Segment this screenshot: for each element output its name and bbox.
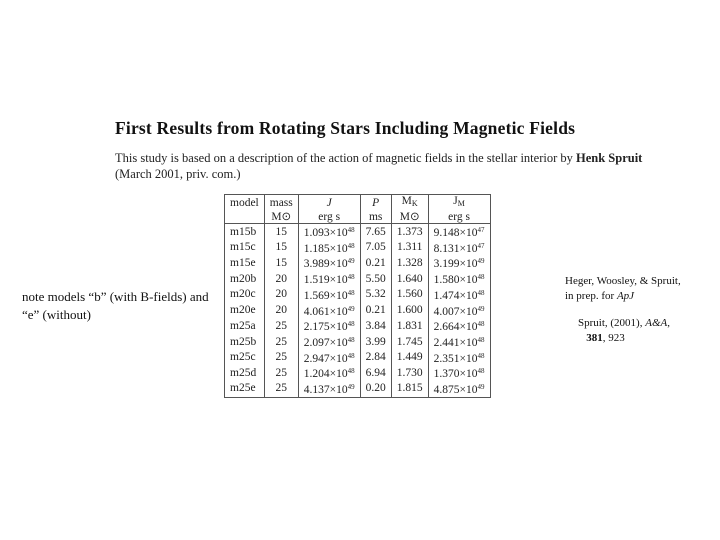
cell-j-value: 1.569×10 (303, 289, 348, 302)
cell-p-value: 3.99 (365, 335, 386, 348)
table-row (225, 365, 491, 381)
reference-spruit-journal: A&A (645, 317, 668, 329)
intro-text: This study is based on a description of the action of magnetic fields in the stellar interior by (115, 151, 573, 165)
cell-mass (264, 381, 298, 397)
results-table (224, 194, 491, 398)
header-p-unit: ms (360, 211, 391, 224)
cell-jk (428, 240, 490, 256)
cell-mk-value: 1.449 (396, 351, 423, 364)
reference-heger-line1: Heger, Woosley, & Spruit, (565, 275, 681, 287)
cell-model-value: m25d (230, 366, 257, 379)
cell-model-value: m25c (230, 351, 256, 364)
table-row (225, 240, 491, 256)
cell-j (298, 350, 360, 366)
cell-p-value: 5.32 (365, 288, 386, 301)
cell-j-value: 1.093×10 (303, 227, 348, 240)
cell-jk-exponent: 47 (477, 226, 485, 235)
cell-mk (391, 365, 428, 381)
cell-p-value: 5.50 (365, 272, 386, 285)
cell-j-exponent: 48 (347, 336, 355, 345)
cell-mk (391, 240, 428, 256)
cell-j-value: 3.989×10 (303, 258, 348, 271)
cell-j (298, 240, 360, 256)
cell-model (225, 365, 265, 381)
table-body (225, 224, 491, 397)
cell-mk (391, 334, 428, 350)
cell-mass-value: 25 (275, 382, 287, 395)
cell-model (225, 287, 265, 303)
cell-jk-value: 8.131×10 (433, 242, 478, 255)
cell-p (360, 334, 391, 350)
cell-model-value: m20b (230, 272, 257, 285)
cell-j (298, 318, 360, 334)
cell-model (225, 303, 265, 319)
cell-jk-exponent: 47 (477, 241, 485, 250)
cell-j (298, 365, 360, 381)
cell-p (360, 365, 391, 381)
cell-mk-value: 1.815 (396, 382, 423, 395)
cell-jk-exponent: 48 (477, 273, 485, 282)
cell-jk-exponent: 48 (477, 351, 485, 360)
cell-mk (391, 224, 428, 240)
cell-mk (391, 287, 428, 303)
cell-p-value: 6.94 (365, 366, 386, 379)
cell-p (360, 240, 391, 256)
cell-p (360, 271, 391, 287)
cell-mass-value: 25 (275, 335, 287, 348)
cell-mk-value: 1.328 (396, 256, 423, 269)
cell-jk (428, 381, 490, 397)
cell-j-exponent: 49 (347, 304, 355, 313)
cell-p (360, 287, 391, 303)
cell-jk-value: 1.580×10 (433, 274, 478, 287)
cell-jk (428, 271, 490, 287)
cell-j-value: 1.204×10 (303, 368, 348, 381)
cell-mass-value: 15 (275, 241, 287, 254)
cell-jk-value: 4.875×10 (433, 383, 478, 396)
cell-mass (264, 350, 298, 366)
cell-j-exponent: 48 (347, 273, 355, 282)
cell-j-exponent: 49 (347, 382, 355, 391)
reference-heger-line2 (565, 289, 715, 304)
cell-j-value: 2.947×10 (303, 352, 348, 365)
cell-model-value: m25b (230, 335, 257, 348)
header-j-symbol: J (326, 196, 332, 209)
cell-jk-exponent: 48 (477, 336, 485, 345)
cell-p-value: 0.20 (365, 382, 386, 395)
cell-model (225, 224, 265, 240)
cell-j-value: 1.185×10 (303, 242, 348, 255)
header-jk-sub: M (457, 199, 465, 208)
cell-mass-value: 15 (275, 256, 287, 269)
header-p-symbol: P (372, 196, 380, 209)
cell-mass (264, 287, 298, 303)
cell-model-value: m15e (230, 256, 256, 269)
cell-jk-value: 2.664×10 (433, 321, 478, 334)
cell-j-exponent: 48 (347, 288, 355, 297)
cell-j (298, 255, 360, 271)
header-jk (428, 195, 490, 211)
header-jk-unit: erg s (428, 211, 490, 224)
table-row (225, 381, 491, 397)
cell-mk-value: 1.831 (396, 319, 423, 332)
cell-mass (264, 365, 298, 381)
cell-model (225, 240, 265, 256)
cell-j (298, 381, 360, 397)
reference-heger-prefix: in prep. for (565, 290, 617, 302)
cell-model (225, 318, 265, 334)
reference-spruit-comma: , (667, 317, 670, 329)
cell-mk-value: 1.311 (396, 241, 423, 254)
header-j (298, 195, 360, 211)
cell-mass (264, 255, 298, 271)
cell-mk (391, 255, 428, 271)
model-note: note models “b” (with B-fields) and “e” (without) (22, 289, 209, 322)
table-row (225, 334, 491, 350)
cell-model-value: m25e (230, 382, 256, 395)
cell-j (298, 303, 360, 319)
reference-heger (565, 274, 715, 304)
header-mk (391, 195, 428, 211)
cell-mk (391, 318, 428, 334)
cell-p (360, 381, 391, 397)
intro-author: Henk Spruit (576, 151, 643, 165)
cell-model (225, 334, 265, 350)
cell-jk-value: 1.370×10 (433, 368, 478, 381)
cell-j-exponent: 48 (347, 320, 355, 329)
cell-p-value: 0.21 (365, 256, 386, 269)
cell-mass-value: 25 (275, 319, 287, 332)
cell-mass-value: 25 (275, 351, 287, 364)
cell-p (360, 224, 391, 240)
header-model: model (225, 195, 265, 211)
cell-mk-value: 1.730 (396, 366, 423, 379)
cell-mass-value: 20 (275, 272, 287, 285)
cell-p (360, 350, 391, 366)
cell-mass-value: 20 (275, 288, 287, 301)
cell-p-value: 2.84 (365, 351, 386, 364)
cell-mass-value: 25 (275, 366, 287, 379)
cell-mk-value: 1.640 (396, 272, 423, 285)
header-mk-unit: M⊙ (391, 211, 428, 224)
cell-jk-value: 3.199×10 (433, 258, 478, 271)
cell-mk (391, 271, 428, 287)
cell-mass (264, 224, 298, 240)
cell-jk-exponent: 49 (477, 304, 485, 313)
cell-jk (428, 365, 490, 381)
cell-jk-value: 9.148×10 (433, 227, 478, 240)
cell-jk-exponent: 49 (477, 382, 485, 391)
cell-j-value: 1.519×10 (303, 274, 348, 287)
header-p (360, 195, 391, 211)
cell-j-value: 2.097×10 (303, 337, 348, 350)
cell-mass (264, 271, 298, 287)
cell-j (298, 334, 360, 350)
cell-j-value: 4.137×10 (303, 383, 348, 396)
cell-j-exponent: 48 (347, 226, 355, 235)
cell-p-value: 0.21 (365, 304, 386, 317)
cell-mk-value: 1.600 (396, 304, 423, 317)
cell-jk-exponent: 48 (477, 288, 485, 297)
cell-jk (428, 287, 490, 303)
header-mk-symbol: M (401, 195, 412, 207)
cell-mk-value: 1.560 (396, 288, 423, 301)
cell-jk (428, 303, 490, 319)
cell-model-value: m25a (230, 319, 256, 332)
table-row (225, 255, 491, 271)
reference-spruit-volume: 381 (586, 332, 603, 344)
cell-mass (264, 240, 298, 256)
cell-model-value: m15b (230, 225, 257, 238)
reference-spruit-pages: , 923 (602, 332, 625, 344)
cell-mk-value: 1.373 (396, 225, 423, 238)
header-j-unit: erg s (298, 211, 360, 224)
cell-jk (428, 224, 490, 240)
cell-j (298, 224, 360, 240)
cell-mass (264, 303, 298, 319)
cell-mass (264, 334, 298, 350)
cell-p-value: 7.05 (365, 241, 386, 254)
cell-j (298, 287, 360, 303)
intro-text-after: (March 2001, priv. com.) (115, 167, 241, 181)
cell-j-value: 2.175×10 (303, 321, 348, 334)
cell-mk (391, 303, 428, 319)
cell-model (225, 271, 265, 287)
cell-p (360, 303, 391, 319)
reference-spruit (578, 316, 718, 346)
cell-jk-value: 1.474×10 (433, 289, 478, 302)
cell-jk (428, 255, 490, 271)
cell-model-value: m15c (230, 241, 256, 254)
cell-p-value: 7.65 (365, 225, 386, 238)
cell-jk-exponent: 49 (477, 257, 485, 266)
cell-jk-value: 4.007×10 (433, 305, 478, 318)
header-mass: mass (264, 195, 298, 211)
cell-p (360, 318, 391, 334)
table-row (225, 287, 491, 303)
cell-model (225, 255, 265, 271)
table-row (225, 318, 491, 334)
cell-jk-value: 2.441×10 (433, 337, 478, 350)
cell-model-value: m20c (230, 288, 256, 301)
cell-mass-value: 15 (275, 225, 287, 238)
page-title: First Results from Rotating Stars Including Magnetic Fields (115, 118, 576, 138)
cell-j-exponent: 48 (347, 241, 355, 250)
cell-jk-exponent: 48 (477, 320, 485, 329)
header-jk-symbol: J (453, 195, 458, 207)
cell-jk (428, 334, 490, 350)
cell-jk (428, 318, 490, 334)
table-row (225, 224, 491, 240)
cell-jk-exponent: 48 (477, 367, 485, 376)
cell-jk-value: 2.351×10 (433, 352, 478, 365)
header-mk-sub: K (411, 199, 418, 208)
cell-model-value: m20e (230, 304, 256, 317)
table-row (225, 271, 491, 287)
cell-mk (391, 350, 428, 366)
cell-mk (391, 381, 428, 397)
reference-spruit-prefix: Spruit, (2001), (578, 317, 646, 329)
cell-j-exponent: 49 (347, 257, 355, 266)
cell-p-value: 3.84 (365, 319, 386, 332)
cell-j-value: 4.061×10 (303, 305, 348, 318)
table-row (225, 350, 491, 366)
header-mass-unit: M⊙ (264, 211, 298, 224)
cell-model (225, 381, 265, 397)
cell-j-exponent: 48 (347, 367, 355, 376)
cell-jk (428, 350, 490, 366)
intro-paragraph (115, 150, 655, 182)
table-row (225, 303, 491, 319)
header-model-unit (225, 211, 265, 224)
cell-mk-value: 1.745 (396, 335, 423, 348)
cell-mass (264, 318, 298, 334)
cell-j-exponent: 48 (347, 351, 355, 360)
cell-j (298, 271, 360, 287)
cell-mass-value: 20 (275, 304, 287, 317)
cell-model (225, 350, 265, 366)
cell-p (360, 255, 391, 271)
reference-heger-journal: ApJ (616, 290, 635, 302)
